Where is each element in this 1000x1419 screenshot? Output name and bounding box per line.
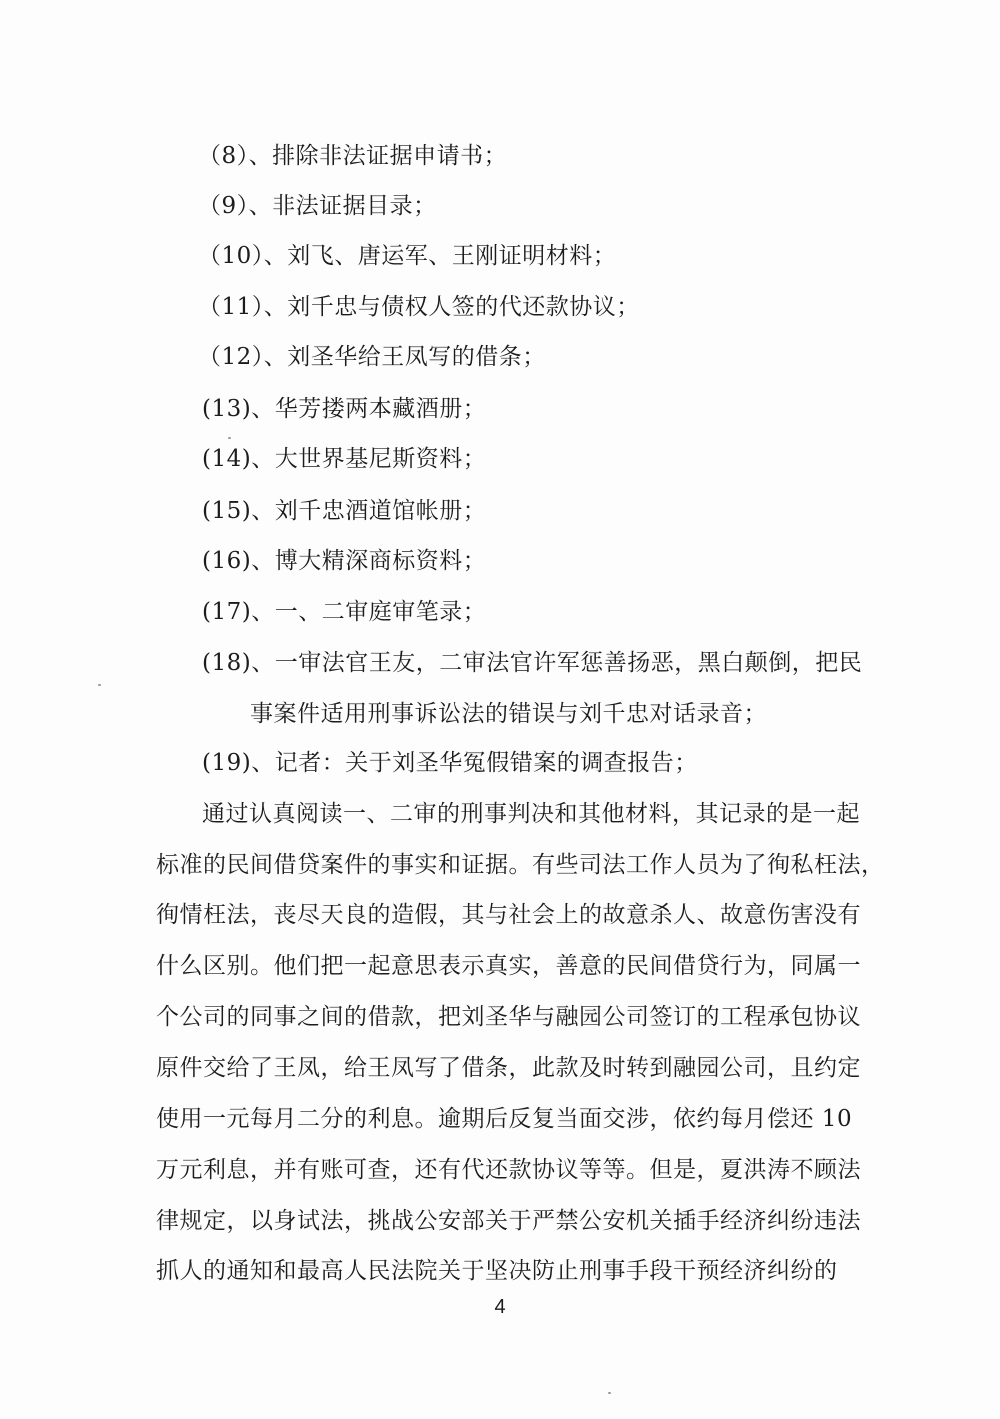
list-item-18-continuation: 事案件适用刑事诉讼法的错误与刘千忠对话录音；: [250, 701, 767, 727]
list-item-12: （12）、刘圣华给王凤写的借条；: [198, 344, 546, 370]
paragraph-line-3: 徇情枉法，丧尽天良的造假，其与社会上的故意杀人、故意伤害没有: [156, 902, 861, 928]
paragraph-line-9: 律规定，以身试法，挑战公安部关于严禁公安机关插手经济纠纷违法: [156, 1208, 861, 1234]
scan-speck: [608, 1392, 611, 1394]
list-item-9: （9）、非法证据目录；: [198, 193, 437, 219]
list-item-10: （10）、刘飞、唐运军、王刚证明材料；: [198, 243, 617, 269]
paragraph-line-10: 抓人的通知和最高人民法院关于坚决防止刑事手段干预经济纠纷的: [156, 1258, 838, 1284]
list-item-14: (14)、大世界基尼斯资料；: [202, 446, 487, 472]
paragraph-line-8: 万元利息，并有账可查，还有代还款协议等等。但是，夏洪涛不顾法: [156, 1157, 861, 1183]
scan-speck: [228, 437, 231, 439]
list-item-11: （11）、刘千忠与债权人签的代还款协议；: [198, 294, 640, 320]
paragraph-line-5: 个公司的同事之间的借款，把刘圣华与融园公司签订的工程承包协议: [156, 1004, 861, 1030]
paragraph-line-2: 标准的民间借贷案件的事实和证据。有些司法工作人员为了徇私枉法，: [156, 852, 885, 878]
page-number: 4: [494, 1296, 506, 1318]
list-item-19: (19)、记者：关于刘圣华冤假错案的调查报告；: [202, 750, 698, 776]
list-item-16: (16)、博大精深商标资料；: [202, 548, 487, 574]
list-item-8: （8）、排除非法证据申请书；: [198, 143, 508, 169]
list-item-13: (13)、华芳搂两本藏酒册；: [202, 396, 487, 422]
paragraph-line-1: 通过认真阅读一、二审的刑事判决和其他材料，其记录的是一起: [202, 801, 860, 827]
paragraph-line-6: 原件交给了王凤，给王凤写了借条，此款及时转到融园公司，且约定: [156, 1055, 861, 1081]
list-item-18: (18)、一审法官王友，二审法官许军惩善扬恶，黑白颠倒，把民: [202, 650, 863, 676]
list-item-15: (15)、刘千忠酒道馆帐册；: [202, 498, 487, 524]
list-item-17: (17)、一、二审庭审笔录；: [202, 599, 487, 625]
paragraph-line-4: 什么区别。他们把一起意思表示真实，善意的民间借贷行为，同属一: [156, 953, 861, 979]
scan-speck: [98, 684, 101, 686]
paragraph-line-7: 使用一元每月二分的利息。逾期后反复当面交涉，依约每月偿还 10: [156, 1106, 853, 1132]
